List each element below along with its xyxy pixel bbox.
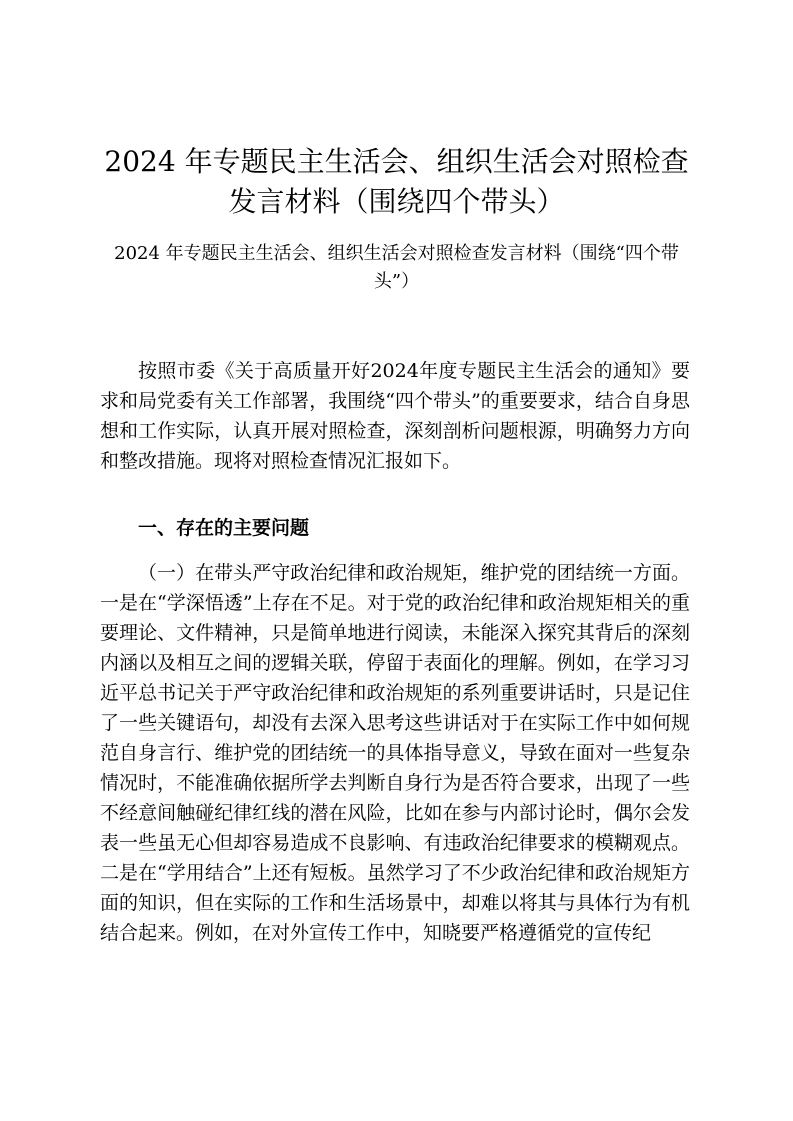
section-heading-1: 一、存在的主要问题 <box>138 517 310 539</box>
section-1-paragraph: （一）在带头严守政治纪律和政治规矩，维护党的团结统一方面。一是在“学深悟透”上存在不足。对于党的政治纪律和政治规矩相关的重要理论、文件精神，只是简单地进行阅读，未能深入探究其背后的深刻内涵以及相互之间的逻辑关联，停留于表面化的理解。例如，在学习习近平总书记关于严守政治纪律和政治规矩的系列重要讲话时，只是记住了一些关键语句，却没有去深入思考这些讲话对于在实际工作中如何规范自身言行、维护党的团结统一的具体指导意义，导致在面对一些复杂情况时，不能准确依据所学去判断自身行为是否符合要求，出现了一些不经意间触碰纪律红线的潜在风险，比如在参与内部讨论时，偶尔会发表一些虽无心但却容易造成不良影响、有违政治纪律要求的模糊观点。二是在“学用结合”上还有短板。虽然学习了不少政治纪律和政治规矩方面的知识，但在实际的工作和生活场景中，却难以将其与具体行为有机结合起来。例如，在对外宣传工作中，知晓要严格遵循党的宣传纪 <box>100 562 690 944</box>
document-subtitle: 2024 年专题民主生活会、组织生活会对照检查发言材料（围绕“四个带头”） <box>114 243 679 292</box>
intro-paragraph: 按照市委《关于高质量开好2024年度专题民主生活会的通知》要求和局党委有关工作部署，我围绕“四个带头”的重要要求，结合自身思想和工作实际，认真开展对照检查，深刻剖析问题根源，明确努力方向和整改措施。现将对照检查情况汇报如下。 <box>100 360 690 472</box>
document-title: 2024 年专题民主生活会、组织生活会对照检查发言材料（围绕四个带头） <box>104 145 689 218</box>
